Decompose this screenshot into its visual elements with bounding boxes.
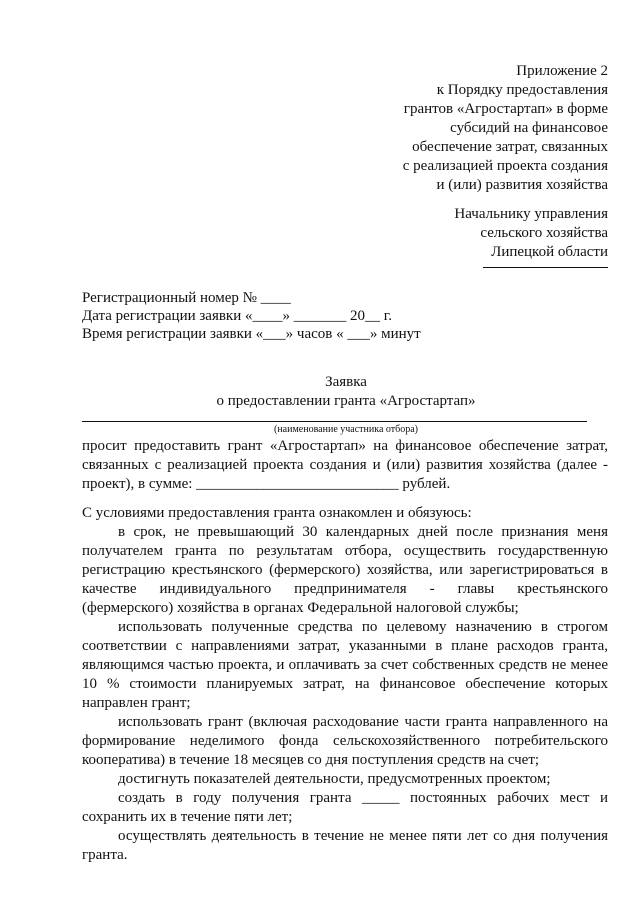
condition-line: создать в году получения гранта _____ постоянных рабочих мест и bbox=[118, 790, 608, 806]
appendix-line: Приложение 2 bbox=[516, 63, 608, 79]
condition-line: являющимся частью проекта, и оплачивать за счет собственных средств не менее bbox=[82, 657, 608, 673]
participant-name-line bbox=[82, 421, 587, 422]
condition-line: регистрацию крестьянского (фермерского) хозяйства, или зарегистрироваться в bbox=[82, 562, 608, 578]
addressee-line: Начальнику управления bbox=[454, 206, 608, 222]
condition-line: направлен грант; bbox=[82, 695, 191, 711]
request-line: проект), в сумме: ___________________________ рублей. bbox=[82, 476, 451, 492]
conditions-intro: С условиями предоставления гранта ознакомлен и обязуюсь: bbox=[82, 505, 472, 521]
condition-line: использовать грант (включая расходование части гранта направленного на bbox=[118, 714, 608, 730]
condition-line: (фермерского) хозяйства в органах Федеральной налоговой службы; bbox=[82, 600, 519, 616]
registration-number: Регистрационный номер № ____ bbox=[82, 290, 291, 306]
condition-line: осуществлять деятельность в течение не менее пяти лет со дня получения bbox=[118, 828, 608, 844]
condition-line: в срок, не превышающий 30 календарных дней после признания меня bbox=[118, 524, 608, 540]
appendix-line: с реализацией проекта создания bbox=[402, 158, 608, 174]
request-line: просит предоставить грант «Агростартап» на финансовое обеспечение затрат, bbox=[82, 438, 608, 454]
appendix-line: субсидий на финансовое bbox=[450, 120, 608, 136]
condition-line: использовать полученные средства по целевому назначению в строгом bbox=[118, 619, 608, 635]
document-title: Заявка bbox=[325, 374, 367, 390]
addressee-signature-line bbox=[483, 267, 608, 268]
appendix-line: к Порядку предоставления bbox=[436, 82, 608, 98]
registration-date: Дата регистрации заявки «____» _______ 20__ г. bbox=[82, 308, 392, 324]
condition-line: кооператива) в течение 18 месяцев со дня поступления средств на счет; bbox=[82, 752, 540, 768]
registration-time: Время регистрации заявки «___» часов « ___» минут bbox=[82, 326, 421, 342]
appendix-line: и (или) развития хозяйства bbox=[436, 177, 608, 193]
condition-line: соответствии с направлениями затрат, указанными в плане расходов гранта, bbox=[82, 638, 608, 654]
addressee-line: сельского хозяйства bbox=[480, 225, 608, 241]
condition-line: формирование неделимого фонда сельскохозяйственного потребительского bbox=[82, 733, 608, 749]
condition-line: достигнуть показателей деятельности, предусмотренных проектом; bbox=[118, 771, 551, 787]
document-subtitle: о предоставлении гранта «Агростартап» bbox=[216, 393, 476, 409]
condition-line: качестве индивидуального предпринимателя - главы крестьянского bbox=[82, 581, 608, 597]
condition-line: сохранить их в течение пяти лет; bbox=[82, 809, 293, 825]
request-line: связанных с реализацией проекта создания и (или) развития хозяйства (далее - bbox=[82, 457, 608, 473]
participant-caption: (наименование участника отбора) bbox=[274, 424, 418, 435]
condition-line: получателем гранта по результатам отбора, осуществить государственную bbox=[82, 543, 608, 559]
addressee-line: Липецкой области bbox=[491, 244, 608, 260]
condition-line: гранта. bbox=[82, 847, 128, 863]
condition-line: 10 % стоимости планируемых затрат, на финансовое обеспечение которых bbox=[82, 676, 608, 692]
appendix-line: грантов «Агростартап» в форме bbox=[403, 101, 608, 117]
appendix-line: обеспечение затрат, связанных bbox=[412, 139, 608, 155]
